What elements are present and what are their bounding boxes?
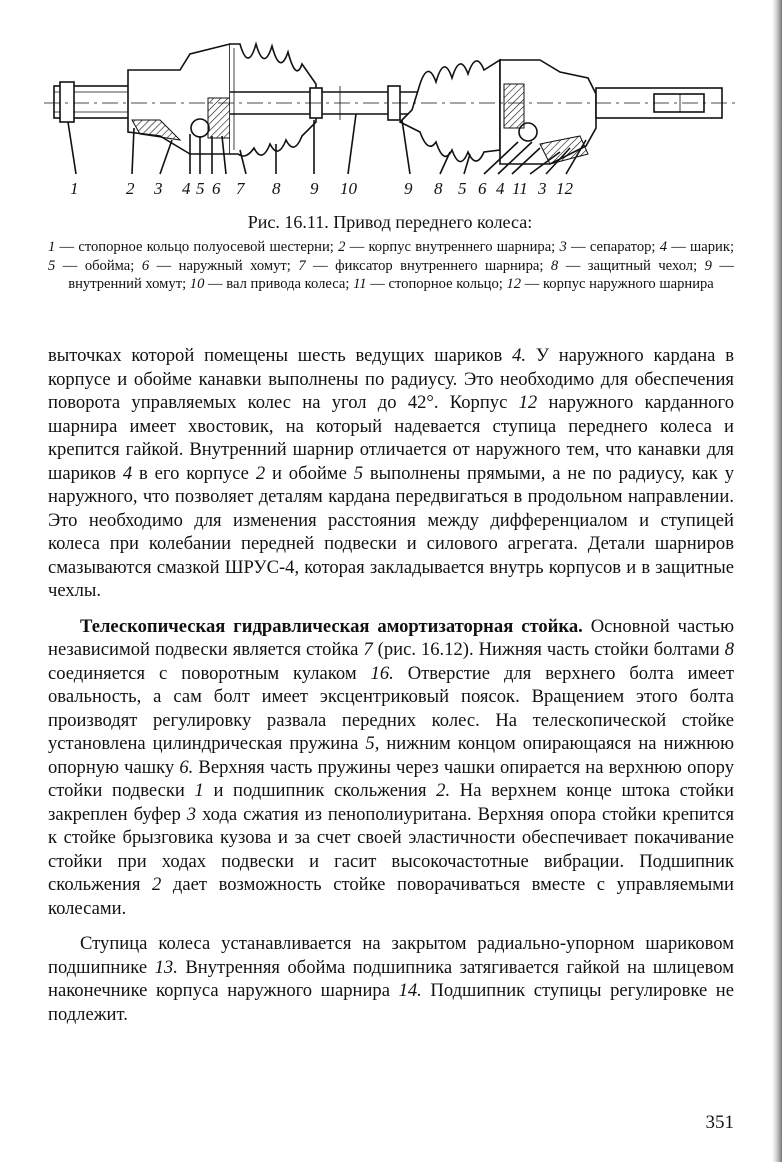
text-run: На верхнем конце штока стойки закреплен буфер bbox=[48, 780, 734, 825]
legend-text: — защитный чехол; bbox=[558, 257, 705, 274]
legend-text: — корпус внутреннего шарнира; bbox=[345, 239, 560, 255]
figure-caption-title: Рис. 16.11. Привод переднего колеса: bbox=[247, 212, 533, 232]
text-run: У наружного кардана в корпусе и обойме канавки выполнены по радиусу. Это необходимо для обеспечения поворота управляемых колес на угол до 42°. Корпус bbox=[48, 345, 734, 413]
text-run: наружного карданного шарнира имеет хвостовик, на который надевается ступица переднего колеса и крепится гайкой. Внутренний шарнир отличается от наружного тем, что канавки для шариков bbox=[48, 392, 734, 484]
text-run: выточках которой помещены шесть ведущих шариков bbox=[48, 345, 513, 366]
text-run: выполнены прямыми, а не по радиусу, как у наружного, что позволяет деталям кардана передвигаться в продольном направлении. Это необходимо для изменения расстояния между дифференциалом и ступицей колеса при колебании передней подвески и силового агрегата. Детали шарниров смазываются смазкой ШРУС-4, которая закладывается внутрь корпусов и в защитные чехлы. bbox=[48, 462, 734, 601]
text-run: дает возможность стойке поворачиваться вместе с управляемыми колесами. bbox=[48, 874, 734, 919]
part-reference: 1 bbox=[194, 780, 204, 801]
body-text bbox=[48, 344, 734, 1026]
legend-text: — стопорное кольцо; bbox=[366, 276, 507, 293]
text-run: и обойме bbox=[265, 462, 354, 484]
fig-label-9b: 9 bbox=[404, 179, 413, 198]
fig-label-1: 1 bbox=[70, 179, 79, 198]
part-reference: 6. bbox=[179, 756, 194, 778]
text-run: в его корпусе bbox=[132, 462, 256, 484]
paragraph bbox=[48, 344, 734, 603]
figure-number-labels bbox=[70, 179, 574, 198]
fig-label-4: 4 bbox=[182, 179, 191, 198]
part-reference: 8 bbox=[724, 639, 735, 660]
legend-number: 10 bbox=[189, 276, 205, 293]
part-reference: 3 bbox=[186, 803, 197, 825]
text-run: Ступица колеса устанавливается на закрытом радиально-упорном шариковом подшипнике bbox=[48, 933, 734, 978]
fig-label-5: 5 bbox=[196, 179, 205, 198]
text-run: Подшипник ступицы регулировке не подлежит. bbox=[48, 980, 734, 1025]
legend-text: — корпус наружного шарнира bbox=[521, 276, 714, 293]
fig-label-6: 6 bbox=[212, 179, 221, 198]
fig-label-7: 7 bbox=[236, 179, 245, 198]
text-run: Отверстие для верхнего болта имеет овальность, а сам болт имеет эксцентриковый поясок. Вращением этого болта производят регулировку развала передних колес. На телескопической стойке установлена цилиндрическая пружина bbox=[48, 662, 734, 754]
fig-label-8b: 8 bbox=[434, 179, 443, 198]
legend-text: — внутренний хомут; bbox=[68, 257, 734, 293]
part-reference: 5, bbox=[365, 733, 380, 754]
legend-number: 2 bbox=[338, 239, 346, 255]
legend-text: — сепаратор; bbox=[566, 239, 660, 255]
legend-number: 12 bbox=[506, 276, 522, 293]
legend-number: 9 bbox=[704, 257, 712, 274]
part-reference: 12 bbox=[518, 392, 538, 413]
fig-label-12: 12 bbox=[556, 179, 573, 198]
paragraph-heading: Телескопическая гидравлическая амортизаторная стойка. bbox=[80, 615, 583, 637]
legend-text: — шарик; bbox=[667, 239, 735, 255]
drive-shaft-drawing bbox=[40, 24, 740, 214]
legend-number: 5 bbox=[48, 257, 56, 274]
fig-label-8: 8 bbox=[272, 179, 281, 198]
text-run: Внутренняя обойма подшипника затягивается гайкой на шлицевом наконечнике корпуса наружного шарнира bbox=[48, 956, 734, 1001]
fig-label-9: 9 bbox=[310, 179, 319, 198]
text-run: соединяется с поворотным кулаком bbox=[48, 662, 371, 684]
legend-number: 3 bbox=[559, 239, 567, 255]
part-reference: 5 bbox=[353, 462, 363, 484]
text-run: и подшипник скольжения bbox=[203, 780, 437, 801]
page-number: 351 bbox=[705, 1112, 734, 1133]
fig-label-10: 10 bbox=[340, 179, 357, 198]
legend-number: 7 bbox=[298, 257, 306, 274]
fig-label-6b: 6 bbox=[478, 179, 487, 198]
legend-text: — обойма; bbox=[55, 257, 142, 274]
part-reference: 16. bbox=[370, 662, 394, 684]
text-run: Основной частью независимой подвески является стойка bbox=[48, 615, 734, 660]
paragraph bbox=[48, 932, 734, 1026]
drive-shaft-figure bbox=[40, 24, 740, 214]
legend-number: 8 bbox=[550, 257, 559, 274]
legend-number: 6 bbox=[141, 257, 150, 274]
part-reference: 4 bbox=[122, 462, 133, 484]
text-run: хода сжатия из пенополиуритана. Верхняя опора стойки крепится к стойке брызговика кузова и за счет своей эластичности обеспечивает покачивание стойки при ходах подвески и гасит высокочастотные вибрации. Подшипник скольжения bbox=[48, 803, 735, 895]
fig-label-11: 11 bbox=[512, 179, 528, 198]
legend-text: — вал привода колеса; bbox=[204, 276, 354, 293]
text-run: Верхняя часть пружины через чашки опирается на верхнюю опору стойки подвески bbox=[48, 756, 734, 801]
figure-caption-legend bbox=[48, 238, 734, 294]
part-reference: 2 bbox=[255, 462, 266, 484]
part-reference: 14. bbox=[398, 980, 422, 1001]
book-spine-shadow bbox=[772, 0, 782, 1162]
part-reference: 13. bbox=[154, 956, 178, 978]
legend-number: 11 bbox=[353, 276, 367, 293]
fig-label-5b: 5 bbox=[458, 179, 467, 198]
legend-number: 4 bbox=[659, 239, 667, 255]
part-reference: 2. bbox=[436, 780, 451, 801]
fig-label-3b: 3 bbox=[538, 179, 547, 198]
part-reference: 7 bbox=[363, 639, 373, 660]
fig-label-2: 2 bbox=[126, 179, 135, 198]
part-reference: 4. bbox=[512, 345, 527, 366]
fig-label-3: 3 bbox=[154, 179, 163, 198]
legend-text: — фиксатор внутреннего шарнира; bbox=[305, 257, 551, 274]
fig-label-4b: 4 bbox=[496, 179, 505, 198]
legend-text: — стопорное кольцо полуосевой шестерни; bbox=[55, 239, 339, 255]
text-run: (рис. 16.12). Нижняя часть стойки болтами bbox=[372, 639, 725, 660]
text-run: нижним концом опирающаяся на нижнюю опорную чашку bbox=[48, 733, 734, 778]
paragraph bbox=[48, 615, 734, 921]
legend-text: — наружный хомут; bbox=[149, 257, 299, 274]
legend-number: 1 bbox=[48, 239, 56, 255]
part-reference: 2 bbox=[152, 874, 162, 895]
